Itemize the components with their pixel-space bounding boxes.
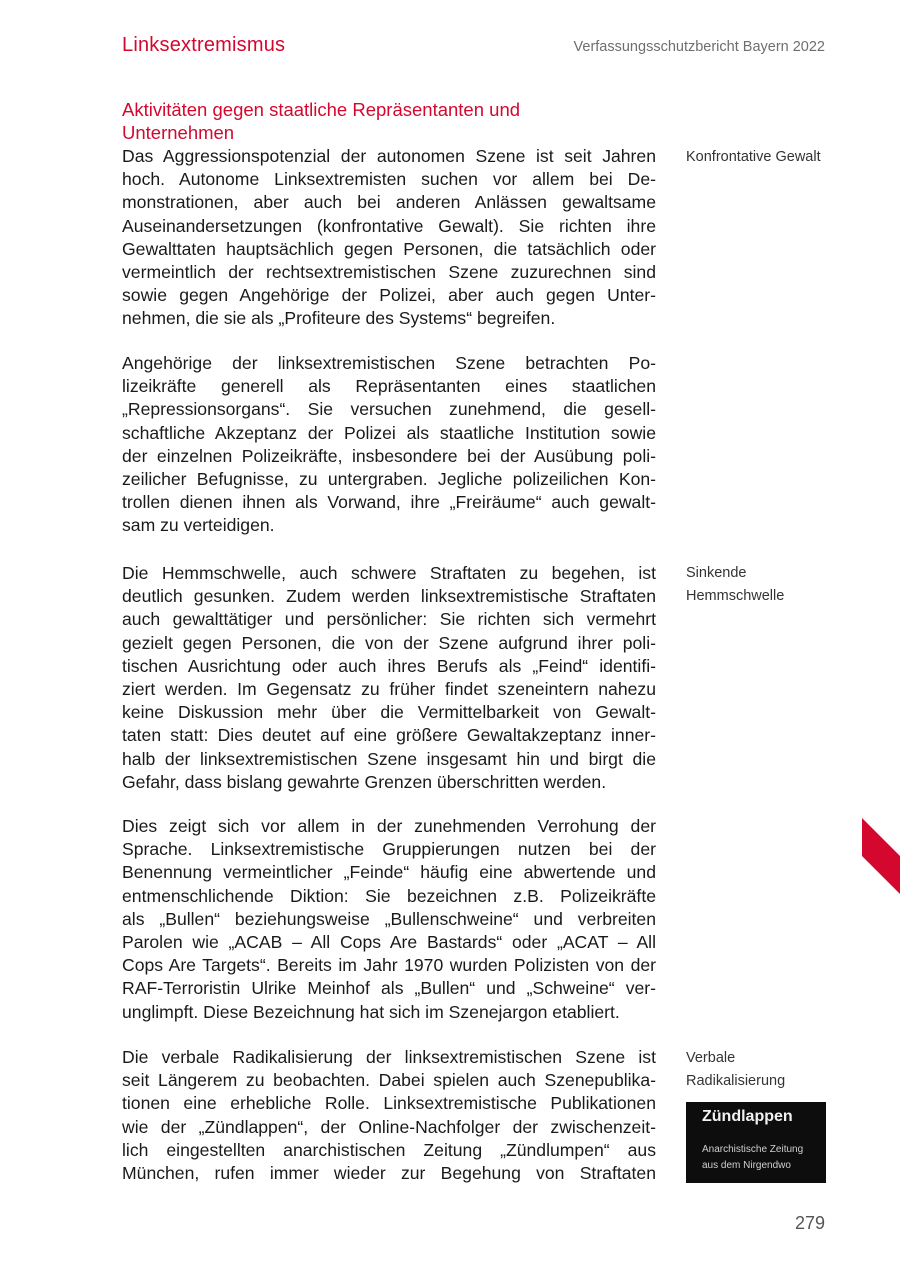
paragraph-line: auch gewalttätiger und persönlicher: Sie richten sich vermehrt [122, 609, 656, 630]
paragraph-line: deutlich gesunken. Zudem werden linksextremistische Straftaten [122, 586, 656, 607]
page-number: 279 [794, 1213, 825, 1233]
margin-note-sinkende-hemmschwelle [686, 562, 836, 608]
paragraph-line: entmenschlichende Diktion: Sie bezeichnen z.B. Polizeikräfte [122, 885, 656, 906]
paragraph-2 [122, 352, 656, 538]
paragraph-line: „Repressionsorgans“. Sie versuchen zunehmend, die gesell- [122, 399, 656, 420]
paragraph-line: RAF-Terroristin Ulrike Meinhof als „Bullen“ und „Schweine“ ver- [122, 978, 656, 999]
paragraph-line: Auseinandersetzungen (konfrontative Gewalt). Sie richten ihre [122, 215, 656, 236]
paragraph-5 [122, 1046, 656, 1185]
paragraph-line: Die Hemmschwelle, auch schwere Straftaten zu begehen, ist [122, 563, 656, 583]
thumbnail-subtitle-line: aus dem Nirgendwo [702, 1160, 791, 1171]
paragraph-line: nehmen, die sie als „Profiteure des Systems“ begreifen. [122, 308, 556, 329]
paragraph-line: monstrationen, aber auch bei anderen Anlässen gewaltsame [122, 192, 656, 213]
paragraph-3 [122, 562, 656, 794]
paragraph-line: der einzelnen Polizeikräfte, insbesondere bei der Ausübung poli- [122, 445, 656, 466]
paragraph-line: halb der linksextremistischen Szene insgesamt hin und birgt die [122, 748, 656, 769]
paragraph-line: sowie gegen Angehörige der Polizei, aber auch gegen Unter- [122, 285, 656, 306]
paragraph-line: Dies zeigt sich vor allem in der zunehmenden Verrohung der [122, 816, 656, 836]
paragraph-line: Benennung vermeintlicher „Feinde“ häufig eine abwertende und [122, 862, 656, 883]
paragraph-line: hoch. Autonome Linksextremisten suchen vor allem bei De- [122, 169, 656, 190]
paragraph-line: lich eingestellten anarchistischen Zeitung „Zündlumpen“ aus [122, 1139, 656, 1160]
paragraph-line: lizeikräfte generell als Repräsentanten eines staatlichen [122, 376, 656, 397]
paragraph-line: Das Aggressionspotenzial der autonomen Szene ist seit Jahren [122, 146, 656, 166]
paragraph-line: schaftliche Akzeptanz der Polizei als staatliche Institution sowie [122, 422, 656, 443]
margin-note-verbale-radikalisierung [686, 1047, 836, 1093]
paragraph-line: taten statt: Dies deutet auf eine größere Gewaltakzeptanz inner- [122, 725, 656, 746]
paragraph-line: als „Bullen“ beziehungsweise „Bullenschweine“ und verbreiten [122, 908, 656, 929]
paragraph-1 [122, 145, 656, 331]
paragraph-line: unglimpft. Diese Bezeichnung hat sich im Szenejargon etabliert. [122, 1001, 620, 1022]
running-header-publication: Verfassungsschutzbericht Bayern 2022 [573, 39, 825, 55]
paragraph-line: Angehörige der linksextremistischen Szene betrachten Po- [122, 353, 656, 373]
margin-note-line: Hemmschwelle [686, 588, 785, 604]
thumbnail-subtitle [702, 1142, 820, 1174]
paragraph-line: ziert werden. Im Gegensatz zu früher findet szeneintern nahezu [122, 679, 656, 700]
paragraph-line: tionen eine erhebliche Rolle. Linksextremistische Publikationen [122, 1093, 656, 1114]
paragraph-line: trollen dienen ihnen als Vorwand, ihre „Freiräume“ auch gewalt- [122, 492, 656, 513]
paragraph-line: Parolen wie „ACAB – All Cops Are Bastards“ oder „ACAT – All [122, 932, 656, 953]
paragraph-line: sam zu verteidigen. [122, 515, 275, 536]
margin-note-line: Radikalisierung [686, 1073, 786, 1089]
margin-note-line: Verbale [686, 1050, 736, 1066]
margin-note-konfrontative-gewalt [686, 146, 836, 169]
paragraph-line: Die verbale Radikalisierung der linksextremistischen Szene ist [122, 1047, 656, 1067]
paragraph-line: Gewalttaten hauptsächlich gegen Personen, die tatsächlich oder [122, 238, 656, 259]
paragraph-line: Gefahr, dass bislang gewahrte Grenzen überschritten werden. [122, 771, 607, 792]
chapter-tab-marker [862, 818, 900, 894]
paragraph-line: keine Diskussion mehr über die Vermittelbarkeit von Gewalt- [122, 702, 656, 723]
paragraph-line: Cops Are Targets“. Bereits im Jahr 1970 wurden Polizisten von der [122, 955, 656, 976]
publication-thumbnail [686, 1102, 826, 1183]
paragraph-line: seit Längerem zu beobachten. Dabei spielen auch Szenepublika- [122, 1070, 656, 1091]
paragraph-line: tischen Ausrichtung oder auch ihres Berufs als „Feind“ identifi- [122, 655, 656, 676]
thumbnail-title: Zündlappen [702, 1108, 793, 1125]
paragraph-line: München, rufen immer wieder zur Begehung von Straftaten [122, 1163, 656, 1184]
paragraph-line: gezielt gegen Personen, die von der Szene aufgrund ihrer poli- [122, 632, 656, 653]
running-header-section: Linksextremismus [122, 34, 286, 56]
paragraph-line: Sprache. Linksextremistische Gruppierungen nutzen bei der [122, 839, 656, 860]
thumbnail-subtitle-line: Anarchistische Zeitung [702, 1144, 804, 1155]
paragraph-line: zeilicher Befugnisse, zu untergraben. Jegliche polizeilichen Kon- [122, 469, 656, 490]
paragraph-4 [122, 815, 656, 1024]
margin-note-line: Sinkende [686, 565, 747, 581]
paragraph-line: wie der „Zündlappen“, der Online-Nachfolger der zwischenzeit- [122, 1116, 656, 1137]
paragraph-line: vermeintlich der rechtsextremistischen Szene zuzurechnen sind [122, 262, 656, 283]
margin-note-line: Konfrontative Gewalt [686, 149, 821, 165]
section-title: Aktivitäten gegen staatliche Repräsentanten und Unternehmen [122, 99, 521, 143]
